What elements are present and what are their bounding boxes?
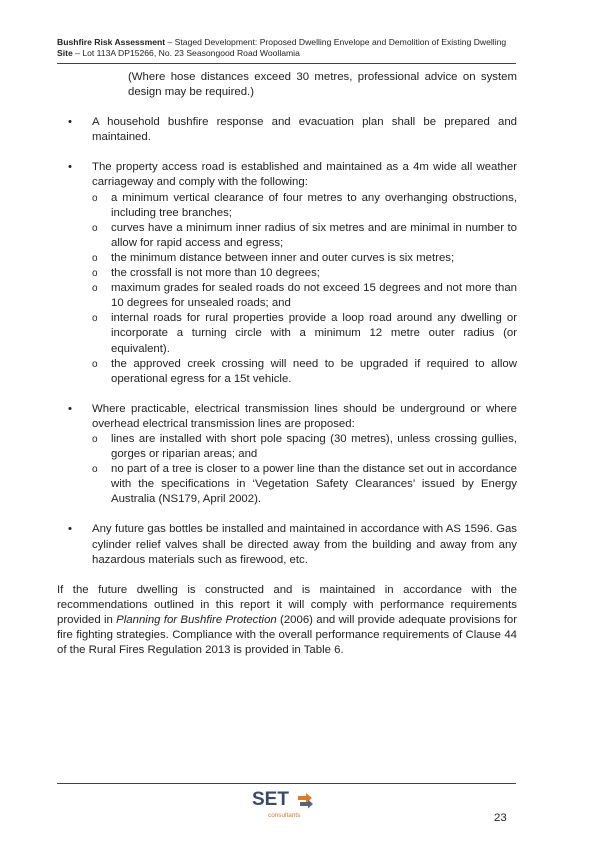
page-body bbox=[57, 70, 517, 658]
logo-subtitle: consultants bbox=[268, 812, 301, 819]
list-item-text: curves have a minimum inner radius of six metres and are minimal in number to allow for rapid access and egress; bbox=[111, 221, 517, 249]
bullet-dot-icon: • bbox=[68, 523, 72, 536]
list-item bbox=[92, 311, 517, 356]
transmission-line-requirements bbox=[92, 432, 517, 507]
company-logo bbox=[252, 789, 322, 825]
page-number: 23 bbox=[494, 812, 507, 824]
bullet-dot-icon: • bbox=[68, 116, 72, 129]
conclusion-text-2: (2006) and will provide adequate provisions for fire fighting strategies. Compliance with the overall performance requirements of Clause 44 of the Rural Fires Regulation 2013 is provided in Table 6. bbox=[57, 613, 518, 657]
circle-bullet-icon: o bbox=[92, 464, 98, 476]
page-header bbox=[57, 37, 517, 59]
circle-bullet-icon: o bbox=[92, 313, 98, 325]
list-item-text: the minimum distance between inner and outer curves is six metres; bbox=[111, 251, 455, 264]
hose-note: (Where hose distances exceed 30 metres, professional advice on system design may be required.) bbox=[128, 71, 517, 99]
list-item-text: a minimum vertical clearance of four metres to any overhanging obstructions, including tree branches; bbox=[111, 191, 517, 219]
bullet-dot-icon: • bbox=[68, 161, 72, 174]
conclusion-document-title: Planning for Bushfire Protection bbox=[116, 613, 277, 626]
list-item bbox=[92, 221, 517, 251]
list-item bbox=[92, 266, 517, 281]
bullet-dot-icon: • bbox=[68, 402, 72, 415]
logo-wordmark: SET bbox=[252, 789, 289, 810]
conclusion-paragraph bbox=[57, 583, 517, 658]
list-item-text: maximum grades for sealed roads do not exceed 15 degrees and not more than 10 degrees for unsealed roads; and bbox=[111, 282, 517, 310]
circle-bullet-icon: o bbox=[92, 222, 98, 234]
circle-bullet-icon: o bbox=[92, 252, 98, 264]
list-item bbox=[92, 462, 517, 507]
header-divider bbox=[57, 63, 516, 64]
list-item bbox=[92, 432, 517, 462]
list-item-text: the approved creek crossing will need to be upgraded if required to allow operational egress for a 15t vehicle. bbox=[111, 357, 517, 385]
bullet-transmission-lines bbox=[57, 402, 517, 508]
list-item-text: lines are installed with short pole spacing (30 metres), unless crossing gullies, gorges or riparian areas; and bbox=[111, 432, 517, 461]
list-item-text: no part of a tree is closer to a power line than the distance set out in accordance with the specifications in ‘Vegetation Safety Clearances’ issued by Energy Australia (NS179, April 2002). bbox=[111, 463, 517, 506]
circle-bullet-icon: o bbox=[92, 358, 98, 370]
list-item bbox=[92, 281, 517, 311]
bullet-text: A household bushfire response and evacuation plan shall be prepared and maintained. bbox=[92, 116, 517, 144]
bullet-text: The property access road is established and maintained as a 4m wide all weather carriageway and comply with the following: bbox=[92, 161, 517, 189]
header-site-label: Site bbox=[57, 48, 73, 58]
bullet-text: Any future gas bottles be installed and maintained in accordance with AS 1596. Gas cylinder relief valves shall be directed away from the building and away from any hazardous materials such as firewood, etc. bbox=[92, 523, 517, 566]
header-line-2 bbox=[57, 48, 517, 59]
bullet-access-road bbox=[57, 160, 517, 386]
list-item bbox=[92, 251, 517, 266]
list-item-text: internal roads for rural properties provide a loop road around any dwelling or incorporate a turning circle with a minimum 12 metre outer radius (or equivalent). bbox=[111, 312, 517, 355]
circle-bullet-icon: o bbox=[92, 283, 98, 295]
header-report-title: Bushfire Risk Assessment bbox=[57, 37, 166, 47]
bullet-evacuation-plan bbox=[57, 115, 517, 145]
conclusion-text-1: If the future dwelling is constructed and is maintained in accordance with the recommendations outlined in this report it will comply with performance requirements provided in bbox=[57, 583, 517, 626]
footer-divider bbox=[57, 783, 516, 784]
bullet-text: Where practicable, electrical transmission lines should be underground or where overhead electrical transmission lines are proposed: bbox=[92, 402, 517, 430]
circle-bullet-icon: o bbox=[92, 192, 98, 204]
header-report-subtitle: – Staged Development: Proposed Dwelling Envelope and Demolition of Existing Dwelling bbox=[165, 37, 507, 47]
access-road-requirements bbox=[92, 191, 517, 387]
logo-arrows-icon bbox=[296, 790, 316, 810]
list-item bbox=[92, 357, 517, 387]
circle-bullet-icon: o bbox=[92, 268, 98, 280]
circle-bullet-icon: o bbox=[92, 433, 98, 445]
bullet-gas-bottles bbox=[57, 522, 517, 567]
header-line-1 bbox=[57, 37, 517, 48]
header-site-address: – Lot 113A DP15266, No. 23 Seasongood Road Woollamia bbox=[72, 48, 300, 58]
list-item bbox=[92, 191, 517, 221]
list-item-text: the crossfall is not more than 10 degrees; bbox=[111, 267, 320, 280]
